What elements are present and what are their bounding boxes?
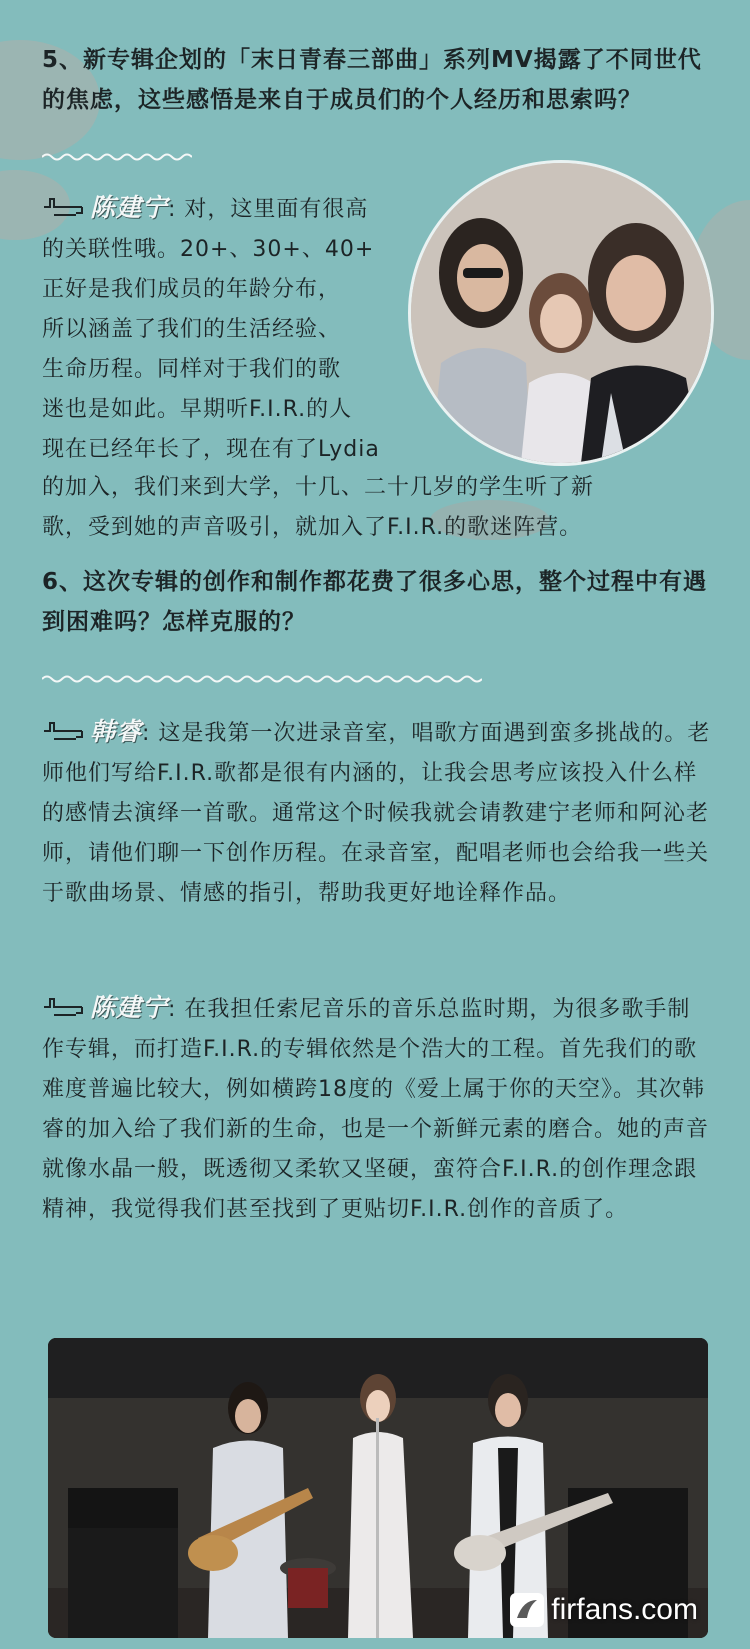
answer-5-line: 所以涵盖了我们的生活经验、 [42,317,342,342]
watermark-text: firfans.com [551,1593,698,1626]
speaker-name: 陈建宁 [90,993,169,1022]
site-watermark [509,1592,698,1628]
band-studio-photo [48,1338,708,1638]
answer-5-line: 歌，受到她的声音吸引，就加入了F.I.R.的歌迷阵营。 [42,515,583,540]
wavy-underline [42,152,192,162]
answer-5-line [42,188,422,230]
band-circle-photo [408,160,714,466]
answer-5-line: 的关联性哦。20+、30+、40+ [42,237,375,262]
answer-6-hanrui [42,712,712,914]
answer-5 [42,188,422,470]
answer-5-tail [42,468,712,548]
question-6-title: 6、这次专辑的创作和制作都花费了很多心思，整个过程中有遇到困难吗？怎样克服的？ [42,569,708,635]
answer-5-line: 生命历程。同样对于我们的歌 [42,357,342,382]
answer-5-line: 正好是我们成员的年龄分布， [42,277,342,302]
pointing-hand-icon [42,195,86,219]
answer-5-line: 迷也是如此。早期听F.I.R.的人 [42,397,353,422]
wavy-underline [42,674,482,684]
answer-6-chenjianning [42,988,712,1230]
answer-text: : 对，这里面有很高 [168,197,369,222]
speaker-name: 韩睿 [90,717,143,746]
speaker-name: 陈建宁 [90,193,169,222]
fir-logo-icon [509,1592,545,1628]
answer-text: : 在我担任索尼音乐的音乐总监时期，为很多歌手制作专辑，而打造F.I.R.的专辑依然是个浩大的工程。首先我们的歌难度普遍比较大，例如横跨18度的《爱上属于你的天空》。其次韩睿的加入给了我们新的生命，也是一个新鲜元素的磨合。她的声音就像水晶一般，既透彻又柔软又坚硬，蛮符合F.I.R.的创作理念跟精神，我觉得我们甚至找到了更贴切F.I.R.创作的音质了。 [42,997,710,1222]
pointing-hand-icon [42,719,86,743]
pointing-hand-icon [42,995,86,1019]
answer-5-line: 现在已经年长了，现在有了Lydia [42,437,380,462]
answer-5-line: 的加入，我们来到大学，十几、二十几岁的学生听了新 [42,475,595,500]
question-5-title: 5、新专辑企划的「末日青春三部曲」系列MV揭露了不同世代的焦虑，这些感悟是来自于成员们的个人经历和思索吗？ [42,47,702,113]
answer-text: : 这是我第一次进录音室，唱歌方面遇到蛮多挑战的。老师他们写给F.I.R.歌都是很有内涵的，让我会思考应该投入什么样的感情去演绎一首歌。通常这个时候我就会请教建宁老师和阿沁老师，请他们聊一下创作历程。在录音室，配唱老师也会给我一些关于歌曲场景、情感的指引，帮助我更好地诠释作品。 [42,721,711,906]
